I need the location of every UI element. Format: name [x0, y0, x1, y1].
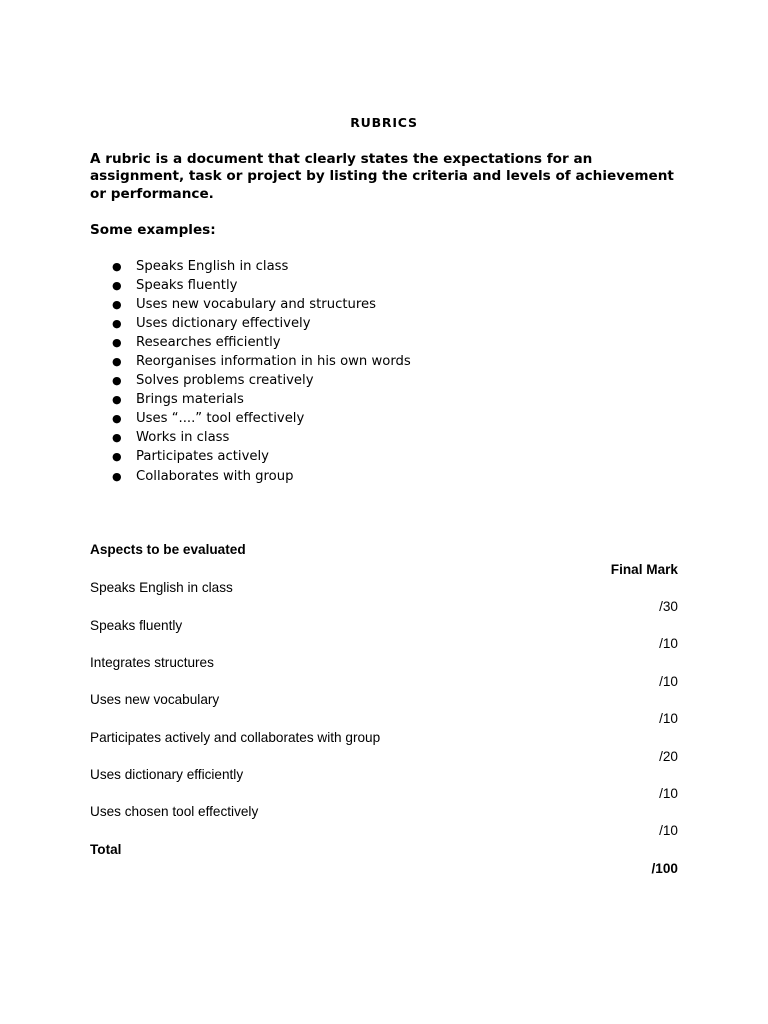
list-item-text: Speaks fluently [136, 278, 238, 294]
criterion-label: Uses new vocabulary [90, 692, 220, 707]
bullet-icon: ● [112, 393, 122, 407]
criterion-mark: /10 [659, 711, 678, 726]
examples-heading: Some examples: [90, 222, 216, 238]
final-mark-heading: Final Mark [610, 562, 678, 577]
total-label: Total [90, 842, 122, 857]
list-item-text: Works in class [136, 430, 230, 446]
bullet-icon: ● [112, 374, 122, 388]
criterion-mark: /10 [659, 786, 678, 801]
list-item-text: Uses “....” tool effectively [136, 411, 305, 427]
bullet-icon: ● [112, 260, 122, 273]
page-title: RUBRICS [350, 115, 418, 130]
list-item-text: Solves problems creatively [136, 373, 314, 389]
list-item-text: Speaks English in class [136, 259, 289, 274]
bullet-icon: ● [112, 336, 122, 350]
criterion-label: Integrates structures [90, 655, 214, 670]
criterion-label: Speaks English in class [90, 580, 233, 595]
criterion-label: Participates actively and collaborates with group [90, 730, 381, 745]
list-item-text: Researches efficiently [136, 335, 281, 351]
list-item-text: Collaborates with group [136, 468, 294, 484]
intro-paragraph: A rubric is a document that clearly states the expectations for an assignment, task or project by listing the criteria and levels of achievement or performance. [90, 151, 674, 202]
bullet-icon: ● [112, 317, 122, 331]
aspects-heading: Aspects to be evaluated [90, 542, 246, 557]
list-item-text: Uses new vocabulary and structures [136, 297, 376, 313]
bullet-icon: ● [112, 355, 122, 369]
bullet-icon: ● [112, 450, 122, 464]
criterion-mark: /10 [659, 674, 678, 689]
list-item-text: Brings materials [136, 392, 244, 408]
bullet-icon: ● [112, 469, 122, 483]
list-item-text: Participates actively [136, 449, 269, 465]
bullet-icon: ● [112, 412, 122, 426]
total-mark: /100 [651, 861, 678, 876]
list-item-text: Reorganises information in his own words [136, 354, 411, 370]
criterion-label: Uses dictionary efficiently [90, 767, 244, 782]
criterion-mark: /30 [659, 599, 678, 614]
criterion-mark: /10 [659, 823, 678, 838]
criterion-label: Speaks fluently [90, 618, 183, 633]
bullet-icon: ● [112, 298, 122, 312]
criterion-mark: /10 [659, 636, 678, 651]
criterion-mark: /20 [659, 749, 678, 764]
criterion-label: Uses chosen tool effectively [90, 804, 259, 819]
bullet-icon: ● [112, 279, 122, 293]
bullet-icon: ● [112, 431, 122, 445]
list-item-text: Uses dictionary effectively [136, 316, 311, 332]
